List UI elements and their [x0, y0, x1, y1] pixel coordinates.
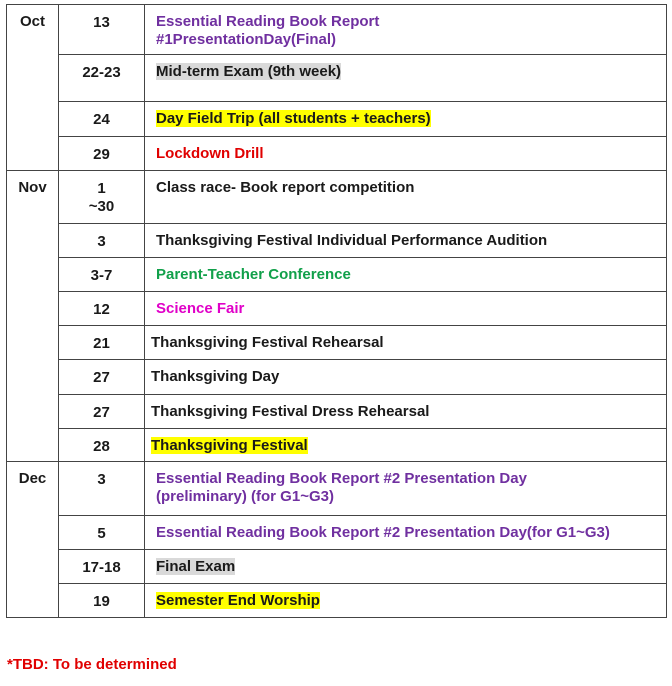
table-row — [7, 550, 667, 584]
event-cell — [145, 516, 667, 550]
table-row — [7, 516, 667, 550]
event-cell — [145, 360, 667, 395]
date-cell: 17-18 — [59, 550, 145, 584]
month-cell: Nov — [7, 171, 59, 462]
table-row — [7, 55, 667, 102]
table-row — [7, 137, 667, 171]
table-row — [7, 292, 667, 326]
table-row — [7, 5, 667, 55]
date-cell: 29 — [59, 137, 145, 171]
school-calendar-table — [6, 4, 667, 618]
date-cell: 5 — [59, 516, 145, 550]
event-text: Semester End Worship — [156, 592, 320, 609]
event-cell — [145, 429, 667, 462]
event-text: Parent-Teacher Conference — [156, 266, 351, 283]
table-row — [7, 326, 667, 360]
event-text: Thanksgiving Festival Individual Performance Audition — [156, 232, 548, 249]
month-cell: Oct — [7, 5, 59, 171]
table-row — [7, 171, 667, 224]
event-text: Lockdown Drill — [156, 145, 264, 162]
date-cell: 1 ~30 — [59, 171, 145, 224]
event-cell — [145, 137, 667, 171]
event-text: #1PresentationDay(Final) — [156, 31, 337, 48]
date-cell: 3-7 — [59, 258, 145, 292]
event-text: Class race- Book report competition — [156, 179, 415, 196]
event-cell — [145, 462, 667, 516]
date-cell: 21 — [59, 326, 145, 360]
table-row — [7, 395, 667, 429]
event-cell — [145, 326, 667, 360]
event-text: Essential Reading Book Report #2 Presentation Day — [156, 470, 527, 487]
table-row — [7, 584, 667, 618]
event-cell — [145, 584, 667, 618]
date-cell: 22-23 — [59, 55, 145, 102]
event-text: Final Exam — [156, 558, 236, 575]
date-cell: 27 — [59, 395, 145, 429]
event-cell — [145, 5, 667, 55]
event-cell — [145, 102, 667, 137]
event-cell — [145, 395, 667, 429]
event-text: (preliminary) (for G1~G3) — [156, 488, 334, 505]
event-text: Thanksgiving Day — [151, 368, 280, 385]
event-text: Essential Reading Book Report #2 Presentation Day(for G1~G3) — [156, 524, 610, 541]
event-text: Essential Reading Book Report — [156, 13, 380, 30]
date-cell: 13 — [59, 5, 145, 55]
event-cell — [145, 224, 667, 258]
table-row — [7, 360, 667, 395]
event-text: Thanksgiving Festival Rehearsal — [151, 334, 384, 351]
date-cell: 28 — [59, 429, 145, 462]
table-row — [7, 429, 667, 462]
event-cell — [145, 171, 667, 224]
event-text: Day Field Trip (all students + teachers) — [156, 110, 431, 127]
date-cell: 19 — [59, 584, 145, 618]
event-text: Thanksgiving Festival — [151, 437, 308, 454]
event-cell — [145, 292, 667, 326]
footnote: *TBD: To be determined — [7, 656, 177, 673]
event-text: Thanksgiving Festival Dress Rehearsal — [151, 403, 430, 420]
table-row — [7, 258, 667, 292]
table-row — [7, 224, 667, 258]
event-cell — [145, 258, 667, 292]
event-text: Science Fair — [156, 300, 245, 317]
event-cell — [145, 550, 667, 584]
date-cell: 12 — [59, 292, 145, 326]
month-cell: Dec — [7, 462, 59, 618]
date-cell: 24 — [59, 102, 145, 137]
date-cell: 3 — [59, 224, 145, 258]
event-cell — [145, 55, 667, 102]
date-cell: 3 — [59, 462, 145, 516]
table-row — [7, 462, 667, 516]
date-cell: 27 — [59, 360, 145, 395]
event-text: Mid-term Exam (9th week) — [156, 63, 342, 80]
table-row — [7, 102, 667, 137]
